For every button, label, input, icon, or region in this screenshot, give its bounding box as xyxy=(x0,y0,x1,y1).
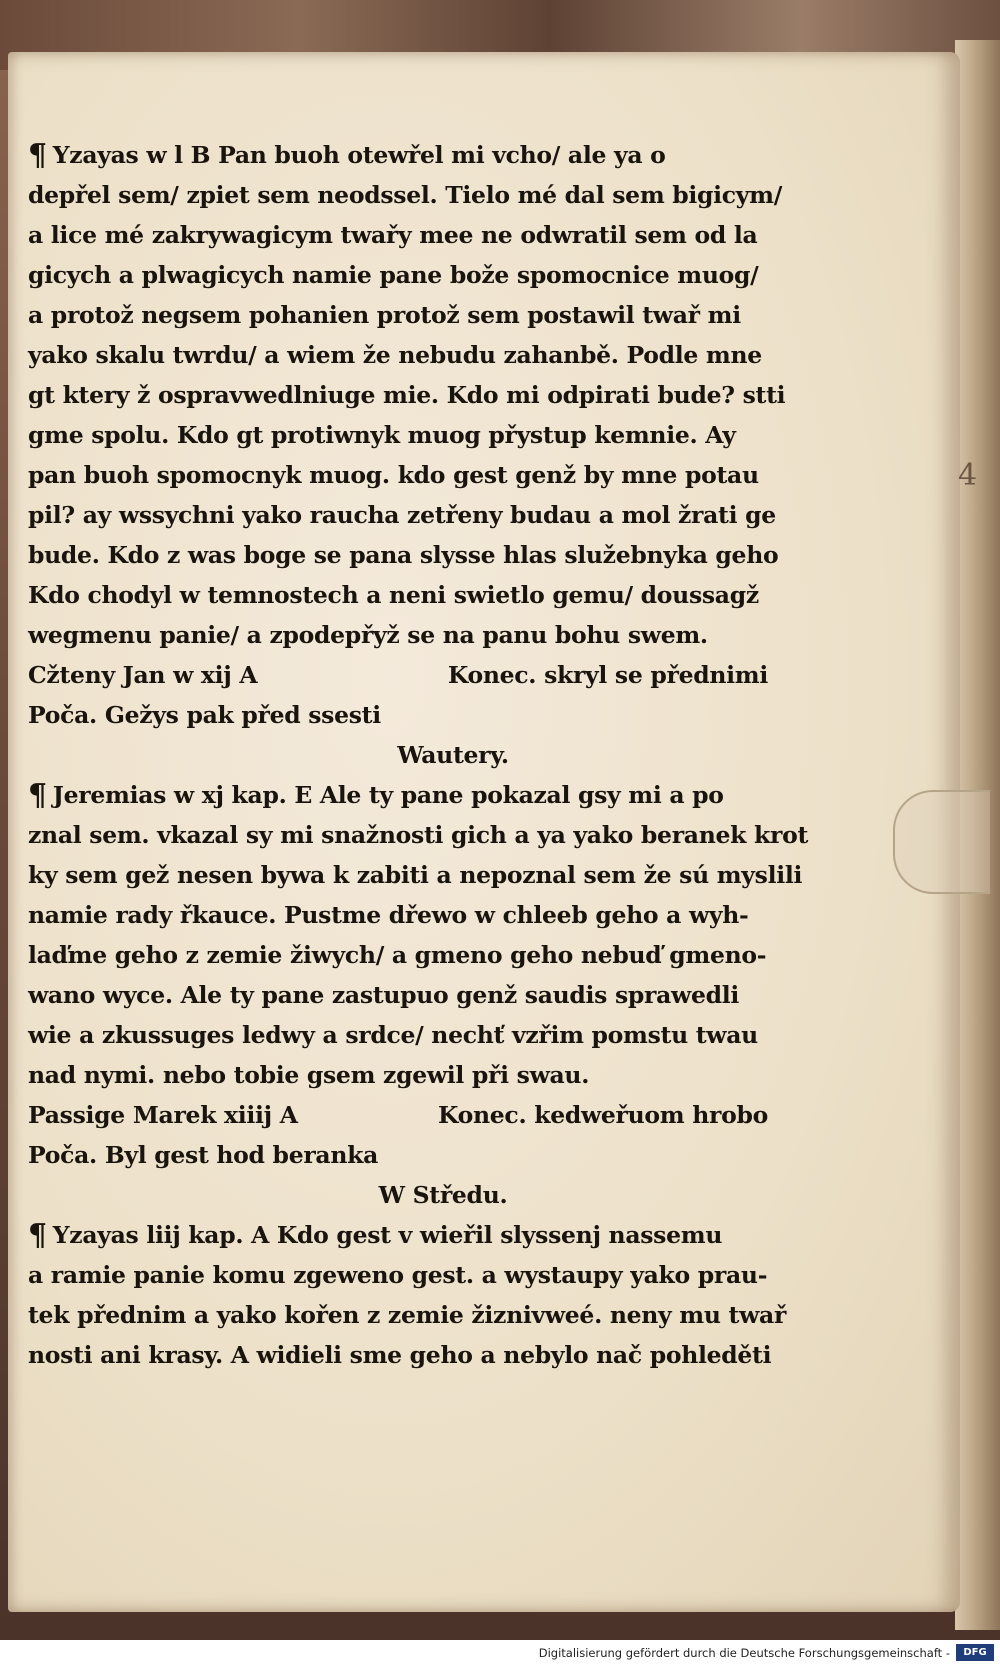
text-line: ¶ Yzayas w l B Pan buoh otewřel mi vcho/ ale ya o xyxy=(28,135,818,175)
text-line: a protož negsem pohanien protož sem postawil twař mi xyxy=(28,301,741,329)
marginal-mark: 4 xyxy=(958,458,978,493)
text-line: Kdo chodyl w temnostech a neni swietlo gemu/ doussagž xyxy=(28,581,759,609)
reading-start: Poča. Gežys pak před ssesti xyxy=(28,701,381,729)
reading-start: Poča. Byl gest hod beranka xyxy=(28,1141,379,1169)
reading-reference xyxy=(28,655,768,695)
reading-end: Konec. kedweřuom hrobo xyxy=(438,1101,768,1129)
reading-end: Konec. skryl se přednimi xyxy=(447,661,768,689)
text-line: depřel sem/ zpiet sem neodssel. Tielo mé dal sem bigicym/ xyxy=(28,181,783,209)
text-line: a ramie panie komu zgeweno gest. a wystaupy yako prau- xyxy=(28,1261,768,1289)
text-line: gme spolu. Kdo gt protiwnyk muog přystup kemnie. Ay xyxy=(28,421,736,449)
pilcrow-icon: ¶ xyxy=(28,1218,47,1253)
reading-source: Cžteny Jan w xij A xyxy=(28,661,258,689)
text-line: ¶ Jeremias w xj kap. E Ale ty pane pokazal gsy mi a po xyxy=(28,775,818,815)
text-line: namie rady řkauce. Pustme dřewo w chleeb geho a wyh- xyxy=(28,901,749,929)
text-line: ky sem gež nesen bywa k zabiti a nepoznal sem že sú myslili xyxy=(28,861,803,889)
dfg-logo: DFG xyxy=(956,1644,994,1661)
text-line: ¶ Yzayas liij kap. A Kdo gest v wieřil slyssenj nassemu xyxy=(28,1215,818,1255)
clasp-tab xyxy=(893,790,990,894)
text-line: a lice mé zakrywagicym twařy mee ne odwratil sem od la xyxy=(28,221,758,249)
funding-credit: Digitalisierung gefördert durch die Deutsche Forschungsgemeinschaft - xyxy=(538,1646,950,1660)
text-line: nosti ani krasy. A widieli sme geho a nebylo nač pohleděti xyxy=(28,1341,772,1369)
text-line: pan buoh spomocnyk muog. kdo gest genž by mne potau xyxy=(28,461,759,489)
text-line: gicych a plwagicych namie pane bože spomocnice muog/ xyxy=(28,261,759,289)
text-line: tek přednim a yako kořen z zemie žiznivweé. neny mu twař xyxy=(28,1301,787,1329)
text-line: gt ktery ž ospravwedlniuge mie. Kdo mi odpirati bude? stti xyxy=(28,381,786,409)
pilcrow-icon: ¶ xyxy=(28,138,47,173)
text-line: pil? ay wssychni yako raucha zetřeny budau a mol žrati ge xyxy=(28,501,776,529)
section-heading: Wautery. xyxy=(397,741,509,769)
text-line: wano wyce. Ale ty pane zastupuo genž saudis sprawedli xyxy=(28,981,740,1009)
pilcrow-icon: ¶ xyxy=(28,778,47,813)
text-line: wie a zkussuges ledwy a srdce/ nechť vzřim pomstu twau xyxy=(28,1021,758,1049)
text-line: wegmenu panie/ a zpodepřyž se na panu bohu swem. xyxy=(28,621,708,649)
text-line: nad nymi. nebo tobie gsem zgewil při swau. xyxy=(28,1061,590,1089)
text-line: laďme geho z zemie žiwych/ a gmeno geho nebuď gmeno- xyxy=(28,941,767,969)
reading-reference xyxy=(28,1095,768,1135)
text-line: znal sem. vkazal sy mi snažnosti gich a ya yako beranek krot xyxy=(28,821,809,849)
reading-source: Passige Marek xiiij A xyxy=(28,1101,298,1129)
text-line: yako skalu twrdu/ a wiem že nebudu zahanbě. Podle mne xyxy=(28,341,762,369)
text-line: bude. Kdo z was boge se pana slysse hlas služebnyka geho xyxy=(28,541,779,569)
section-heading: W Středu. xyxy=(378,1181,508,1209)
page-text xyxy=(28,135,818,1375)
